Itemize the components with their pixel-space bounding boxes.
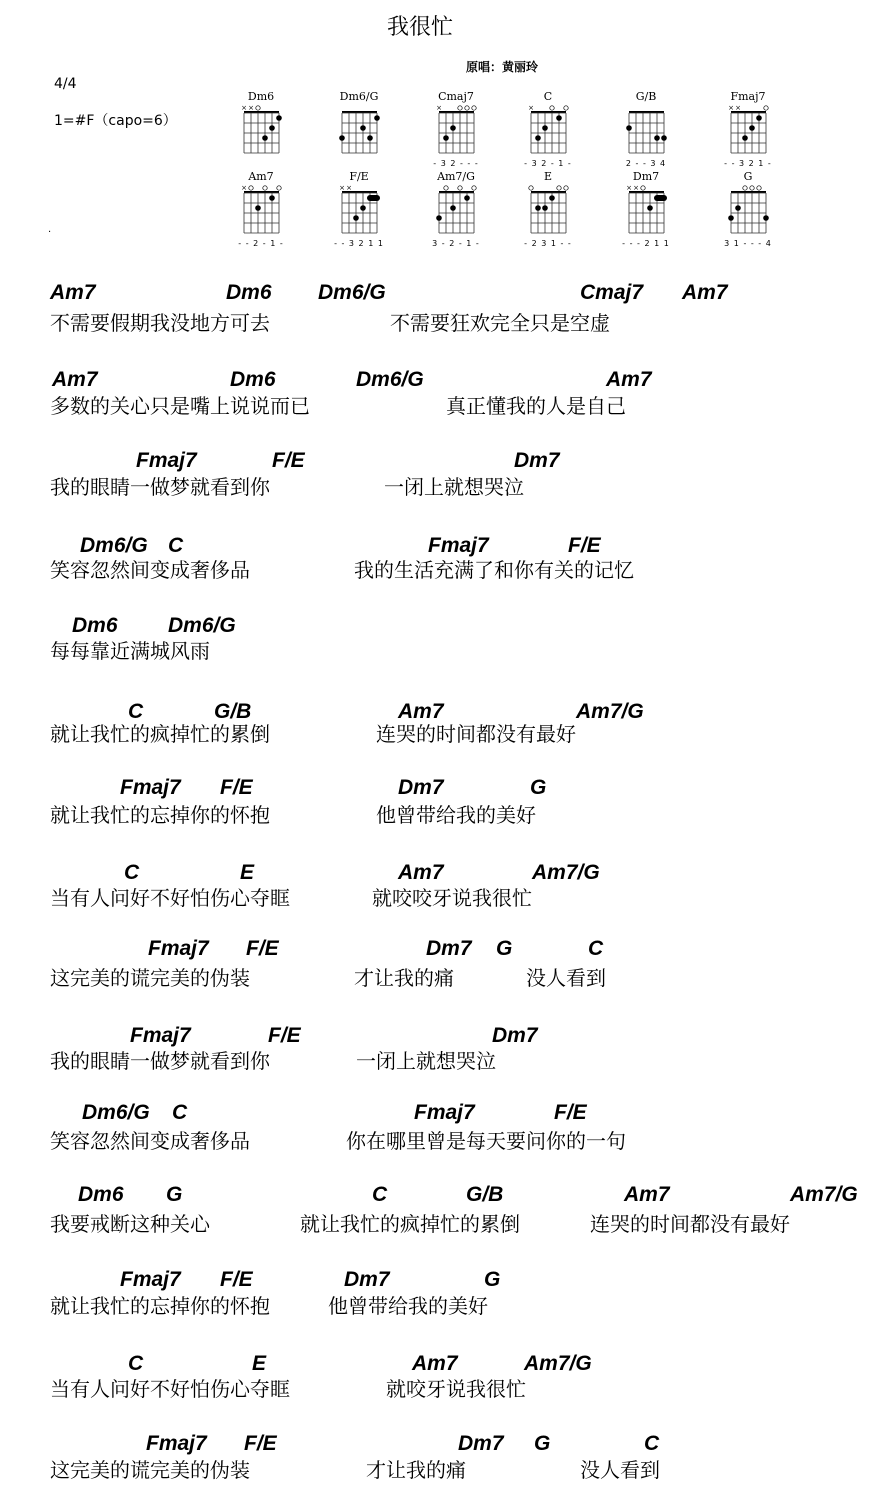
chord-label: Fmaj7 (148, 937, 209, 960)
chord-label: Cmaj7 (580, 281, 644, 304)
chord-label: E (240, 861, 255, 884)
chord-label: Dm7 (398, 776, 444, 799)
chord-label: F/E (244, 1432, 277, 1455)
chord-label: Am7/G (790, 1183, 858, 1206)
key-capo: 1=#F（capo=6） (54, 113, 177, 129)
original-singer: 原唱：黄丽玲 (466, 60, 539, 74)
lyric-line: 他曾带给我的美好 (328, 1294, 488, 1318)
chord-label: C (644, 1432, 660, 1455)
lyric-line: 没人看到 (580, 1458, 660, 1482)
chord-label: Am7 (398, 861, 444, 884)
chord-diagram-name: Cmaj7 (438, 90, 474, 103)
stray-dot: . (48, 224, 52, 235)
chord-label: F/E (554, 1101, 587, 1124)
chord-fingering: - 2 3 1 - - (524, 239, 572, 248)
lyric-line: 就让我忙的疯掉忙的累倒 (300, 1212, 520, 1236)
time-signature: 4/4 (54, 76, 77, 92)
chord-label: Am7 (624, 1183, 670, 1206)
chord-label: Dm6/G (82, 1101, 150, 1124)
chord-label: Dm7 (426, 937, 472, 960)
chord-label: F/E (220, 776, 253, 799)
lyric-line: 我的眼睛一做梦就看到你 (50, 1049, 270, 1073)
chord-label: Dm7 (492, 1024, 538, 1047)
chord-fingering: - - 3 2 1 - (724, 159, 772, 168)
muted-string-mark: × (626, 184, 632, 192)
chord-label: C (588, 937, 604, 960)
chord-label: F/E (272, 449, 305, 472)
lyric-line: 没人看到 (526, 966, 606, 990)
lyric-line: 当有人问好不好怕伤心夺眶 (50, 886, 290, 910)
lyric-line: 我要戒断这种关心 (50, 1212, 210, 1236)
muted-string-mark: × (248, 104, 254, 112)
lyric-line: 就让我忙的疯掉忙的累倒 (50, 722, 270, 746)
chord-diagram-name: Am7/G (437, 170, 475, 183)
chord-label: Dm6/G (168, 614, 236, 637)
chord-label: Dm6 (72, 614, 118, 637)
chord-label: Dm6 (230, 368, 276, 391)
chord-label: Am7/G (532, 861, 600, 884)
chord-label: Dm7 (514, 449, 560, 472)
chord-label: Am7/G (576, 700, 644, 723)
lyric-line: 他曾带给我的美好 (376, 803, 536, 827)
muted-string-mark: × (346, 184, 352, 192)
chord-label: G (530, 776, 547, 799)
chord-label: G (496, 937, 513, 960)
lyric-line: 连哭的时间都没有最好 (376, 722, 576, 746)
chord-diagram-name: C (543, 90, 553, 103)
muted-string-mark: × (735, 104, 741, 112)
chord-label: G/B (214, 700, 252, 723)
chord-fingering: 3 - 2 - 1 - (432, 239, 480, 248)
chord-diagram-name: Dm6 (247, 90, 275, 103)
chord-label: C (128, 700, 144, 723)
lyric-line: 真正懂我的人是自己 (446, 394, 626, 418)
chord-label: G (484, 1268, 501, 1291)
chord-label: Dm6/G (80, 534, 148, 557)
lyric-line: 才让我的痛 (366, 1458, 466, 1482)
chord-label: Am7 (412, 1352, 458, 1375)
chord-label: G (534, 1432, 551, 1455)
chord-diagram-name: Fmaj7 (730, 90, 766, 103)
lyric-line: 笑容忽然间变成奢侈品 (50, 1129, 250, 1153)
chord-label: Fmaj7 (120, 776, 181, 799)
chord-fingering: 3 1 - - - 4 (724, 239, 772, 248)
lyric-line: 一闭上就想哭泣 (356, 1049, 496, 1073)
chord-label: Am7/G (524, 1352, 592, 1375)
chord-label: Dm6/G (318, 281, 386, 304)
muted-string-mark: × (436, 104, 442, 112)
chord-label: C (172, 1101, 188, 1124)
chord-label: Fmaj7 (146, 1432, 207, 1455)
chord-label: Fmaj7 (136, 449, 197, 472)
chord-label: Dm6 (78, 1183, 124, 1206)
lyric-line: 连哭的时间都没有最好 (590, 1212, 790, 1236)
lyric-line: 多数的关心只是嘴上说说而已 (50, 394, 310, 418)
muted-string-mark: × (633, 184, 639, 192)
chord-fingering: 2 - - 3 4 (625, 159, 667, 168)
chord-diagram-name: G (743, 170, 753, 183)
muted-string-mark: × (528, 104, 534, 112)
lyric-line: 我的眼睛一做梦就看到你 (50, 475, 270, 499)
lyric-line: 才让我的痛 (354, 966, 454, 990)
chord-label: Am7 (50, 281, 96, 304)
chord-diagram-name: Dm7 (632, 170, 660, 183)
lyric-line: 这完美的谎完美的伪装 (50, 1458, 250, 1482)
chord-diagram-name: Dm6/G (339, 90, 379, 103)
chord-diagram-name: F/E (349, 170, 369, 183)
chord-label: C (168, 534, 184, 557)
chord-label: Dm6/G (356, 368, 424, 391)
chord-fingering: - 3 2 - - - (433, 159, 479, 168)
muted-string-mark: × (339, 184, 345, 192)
chord-label: Am7 (606, 368, 652, 391)
chord-label: C (128, 1352, 144, 1375)
chord-label: F/E (246, 937, 279, 960)
lyric-line: 笑容忽然间变成奢侈品 (50, 558, 250, 582)
chord-diagram-name: E (543, 170, 553, 183)
chord-label: Dm6 (226, 281, 272, 304)
lyric-line: 我的生活充满了和你有关的记忆 (354, 558, 634, 582)
chord-label: F/E (268, 1024, 301, 1047)
song-title: 我很忙 (386, 15, 453, 40)
chord-label: F/E (220, 1268, 253, 1291)
chord-label: E (252, 1352, 267, 1375)
lyric-line: 一闭上就想哭泣 (384, 475, 524, 499)
chord-label: Am7 (682, 281, 728, 304)
chord-label: Fmaj7 (130, 1024, 191, 1047)
lyric-line: 不需要假期我没地方可去 (50, 311, 270, 335)
muted-string-mark: × (241, 104, 247, 112)
muted-string-mark: × (728, 104, 734, 112)
lyric-line: 每每靠近满城风雨 (50, 639, 210, 663)
chord-label: Dm7 (344, 1268, 390, 1291)
lyric-line: 不需要狂欢完全只是空虚 (390, 311, 610, 335)
chord-label: C (372, 1183, 388, 1206)
chord-fingering: - 3 2 - 1 - (524, 159, 572, 168)
chord-fingering: - - - 2 1 1 (622, 239, 670, 248)
chord-label: F/E (568, 534, 601, 557)
chord-label: Fmaj7 (120, 1268, 181, 1291)
chord-label: C (124, 861, 140, 884)
chord-diagram-name: G/B (635, 90, 657, 103)
chord-label: G (166, 1183, 183, 1206)
lyric-line: 就咬咬牙说我很忙 (372, 886, 532, 910)
lyric-line: 就让我忙的忘掉你的怀抱 (50, 803, 270, 827)
chord-fingering: - - 3 2 1 1 (334, 239, 384, 248)
lyric-line: 这完美的谎完美的伪装 (50, 966, 250, 990)
chord-label: Am7 (398, 700, 444, 723)
muted-string-mark: × (241, 184, 247, 192)
chord-fingering: - - 2 - 1 - (238, 239, 284, 248)
lyric-line: 你在哪里曾是每天要问你的一句 (346, 1129, 626, 1153)
chord-label: G/B (466, 1183, 504, 1206)
lyric-line: 就让我忙的忘掉你的怀抱 (50, 1294, 270, 1318)
lyric-line: 当有人问好不好怕伤心夺眶 (50, 1377, 290, 1401)
lyric-line: 就咬牙说我很忙 (386, 1377, 526, 1401)
chord-label: Am7 (52, 368, 98, 391)
chord-label: Fmaj7 (428, 534, 489, 557)
chord-label: Dm7 (458, 1432, 504, 1455)
chord-label: Fmaj7 (414, 1101, 475, 1124)
chord-diagram-name: Am7 (248, 170, 274, 183)
